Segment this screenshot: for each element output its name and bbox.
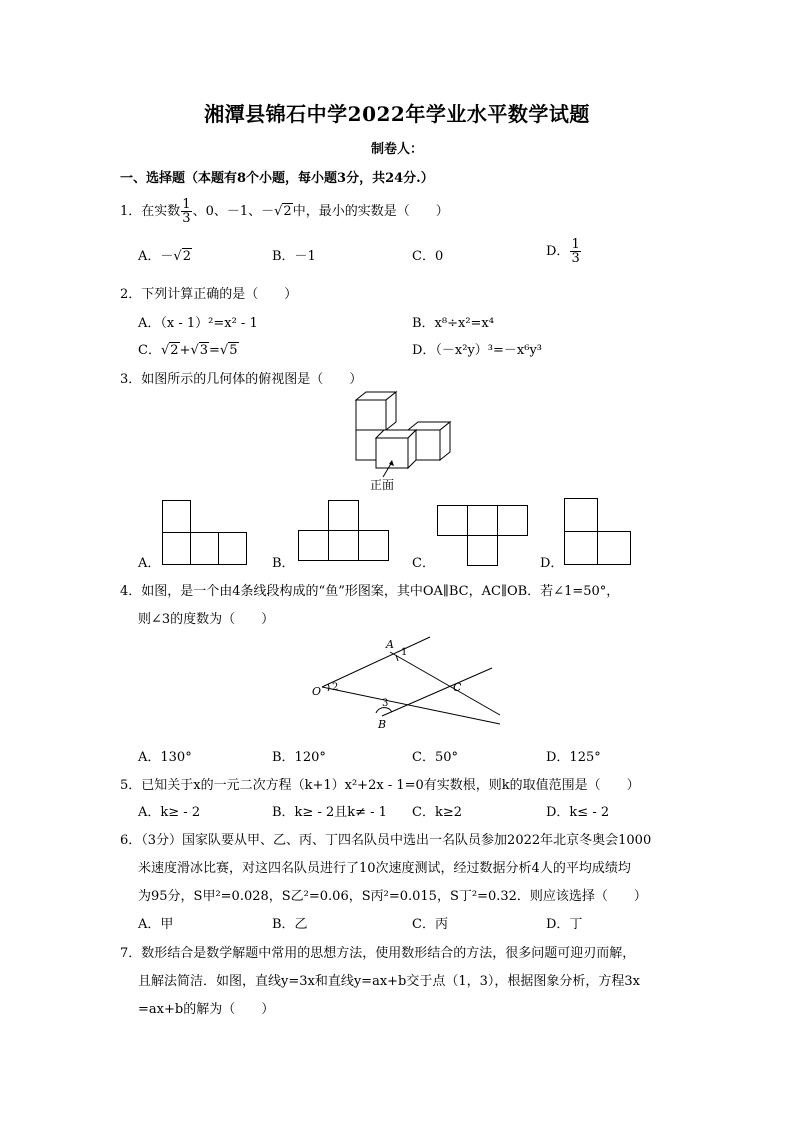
q6-option-c: C．丙 bbox=[412, 917, 448, 932]
q4-option-d: D．125° bbox=[546, 750, 601, 765]
question-1-stem bbox=[120, 198, 449, 225]
q1-text-c: 中，最小的实数是（ ） bbox=[292, 204, 449, 219]
q6-option-a: A．甲 bbox=[138, 917, 174, 932]
angle-3-label: 3 bbox=[382, 698, 389, 709]
question-2-stem: 2．下列计算正确的是（ ） bbox=[120, 287, 298, 302]
q1-option-a bbox=[138, 245, 192, 264]
q5-option-a: A．k≥ - 2 bbox=[138, 805, 201, 820]
q3-option-a: A． bbox=[138, 556, 161, 571]
point-o-label: O bbox=[312, 685, 322, 698]
sqrt-arg: 2 bbox=[182, 249, 191, 264]
fraction-denominator: 3 bbox=[182, 211, 191, 226]
q2-option-b: B．x⁸÷x²=x⁴ bbox=[412, 316, 494, 331]
front-label: 正面 bbox=[370, 478, 395, 492]
option-c-grid bbox=[437, 505, 531, 567]
q3-option-b: B． bbox=[272, 556, 295, 571]
question-5-stem: 5．已知关于x的一元二次方程（k+1）x²+2x - 1=0有实数根，则k的取值范围是（ ） bbox=[120, 778, 640, 793]
q2-option-a: A．（x - 1）²=x² - 1 bbox=[138, 316, 258, 331]
question-3-stem: 3．如图所示的几何体的俯视图是（ ） bbox=[120, 372, 363, 387]
opt-label: D． bbox=[546, 244, 570, 259]
q2-option-c: C．√2+√3=√5 bbox=[138, 343, 238, 358]
sqrt-arg: 3 bbox=[199, 343, 209, 358]
q4-option-b: B．120° bbox=[272, 750, 326, 765]
q6-option-b: B．乙 bbox=[272, 917, 308, 932]
q5-option-d: D．k≤ - 2 bbox=[546, 805, 610, 820]
q5-option-c: C．k≥2 bbox=[412, 805, 462, 820]
q4-option-a: A．130° bbox=[138, 750, 192, 765]
q3-option-d: D． bbox=[540, 556, 564, 571]
question-7-line-1: 7．数形结合是数学解题中常用的思想方法，使用数形结合的方法，很多问题可迎刃而解， bbox=[120, 946, 636, 961]
fraction bbox=[570, 238, 580, 265]
q1-text-a: 1．在实数 bbox=[120, 204, 181, 219]
fraction-numerator: 1 bbox=[571, 237, 580, 252]
q1-option-d bbox=[546, 238, 582, 265]
q1-text-b: 、0、－1、－ bbox=[192, 204, 275, 219]
q5-option-b: B．k≥ - 2且k≠ - 1 bbox=[272, 805, 387, 820]
question-7-line-2: 且解法简洁．如图，直线y=3x和直线y=ax+b交于点（1，3），根据图象分析，方程3x bbox=[138, 974, 641, 989]
q2-option-d: D．（－x²y）³=－x⁶y³ bbox=[412, 343, 543, 358]
solid-3d-figure bbox=[350, 390, 460, 490]
angle-2-label: 2 bbox=[332, 682, 339, 693]
page-title: 湘潭县锦石中学2022年学业水平数学试题 bbox=[204, 102, 590, 126]
q3-option-c: C． bbox=[412, 556, 435, 571]
question-6-line-2: 米速度滑冰比赛，对这四名队员进行了10次速度测试，经过数据分析4人的平均成绩均 bbox=[138, 861, 631, 876]
question-4-stem-2: 则∠3的度数为（ ） bbox=[138, 612, 275, 627]
point-c-label: C bbox=[453, 681, 462, 694]
sqrt-arg: 5 bbox=[229, 343, 238, 358]
author-label: 制卷人： bbox=[370, 142, 423, 157]
question-6-line-1: 6．（3分）国家队要从甲、乙、丙、丁四名队员中选出一名队员参加2022年北京冬奥会1000 bbox=[120, 833, 652, 848]
point-b-label: B bbox=[378, 718, 387, 731]
question-6-line-3: 为95分，S甲²=0.028，S乙²=0.06，S丙²=0.015，S丁²=0.32．则应该选择（ ） bbox=[138, 889, 647, 904]
fraction bbox=[181, 198, 191, 225]
sqrt-expression: √5 bbox=[219, 343, 238, 358]
fraction-denominator: 3 bbox=[571, 251, 580, 266]
sqrt-expression: √2 bbox=[173, 249, 191, 264]
q1-option-b: B．－1 bbox=[272, 249, 316, 264]
option-b-grid bbox=[298, 500, 390, 566]
opt-label: C． bbox=[138, 343, 161, 358]
question-7-line-3: =ax+b的解为（ ） bbox=[138, 1002, 275, 1017]
section-heading: 一、选择题（本题有8个小题，每小题3分，共24分.） bbox=[120, 171, 434, 186]
q6-option-d: D．丁 bbox=[546, 917, 583, 932]
sqrt-arg: 2 bbox=[283, 204, 292, 219]
sqrt-expression: √2 bbox=[160, 343, 179, 358]
option-d-grid bbox=[564, 498, 634, 566]
opt-label: A．－ bbox=[138, 249, 174, 264]
angle-1-label: 1 bbox=[401, 647, 408, 658]
q1-option-c: C．0 bbox=[412, 249, 444, 264]
sqrt-expression: √3 bbox=[190, 343, 209, 358]
question-4-stem-1: 4．如图，是一个由4条线段构成的“鱼”形图案，其中OA∥BC，AC∥OB．若∠1=50°， bbox=[120, 584, 620, 599]
q4-option-c: C．50° bbox=[412, 750, 458, 765]
fraction-numerator: 1 bbox=[182, 197, 191, 212]
sqrt-expression: √2 bbox=[274, 204, 292, 219]
option-a-grid bbox=[162, 500, 248, 566]
fish-figure bbox=[300, 630, 520, 740]
point-a-label: A bbox=[386, 638, 394, 651]
sqrt-arg: 2 bbox=[170, 343, 179, 358]
